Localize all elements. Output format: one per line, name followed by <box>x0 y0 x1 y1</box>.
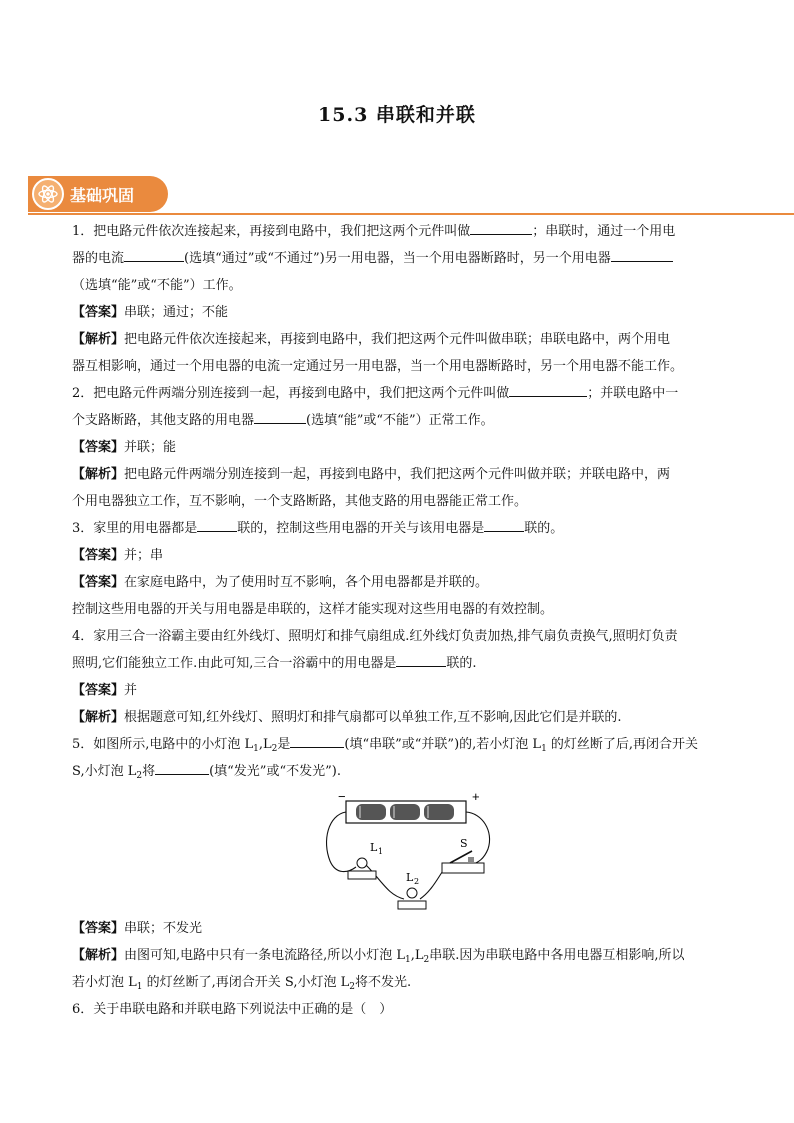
q5-analysis: 【解析】由图可知,电路中只有一条电流路径,所以小灯泡 $L_1,L_2$串联.因为串联电路中各用电器互相影响,所以 <box>72 948 685 965</box>
answer-blank <box>124 247 184 262</box>
q1-analysis: 【解析】把电路元件依次连接起来，再接到电路中，我们把这两个元件叫做串联；串联电路中，两个用电 <box>72 332 671 347</box>
q1-text: 1．把电路元件依次连接起来，再接到电路中，我们把这两个元件叫做 ；串联时，通过一个用电 <box>72 218 732 245</box>
page-title: 15.3 串联和并联 <box>318 104 476 126</box>
circuit-figure <box>72 785 732 915</box>
q2-answer: 【答案】并联；能 <box>72 440 177 455</box>
svg-text:1: 1 <box>378 847 384 856</box>
q5-answer: 【答案】串联；不发光 <box>72 921 203 936</box>
answer-blank <box>484 517 524 532</box>
q3-text: 3．家里的用电器都是 联的，控制这些用电器的开关与该用电器是 联的。 <box>72 515 732 542</box>
answer-blank <box>470 220 532 235</box>
q4-analysis: 【解析】根据题意可知,红外线灯、照明灯和排气扇都可以单独工作,互不影响,因此它们是并联的. <box>72 710 622 725</box>
section-title: 基础巩固 <box>70 185 135 205</box>
q6-text: 6．关于串联电路和并联电路下列说法中正确的是（ ） <box>72 1002 393 1017</box>
svg-text:L: L <box>370 841 378 854</box>
minus-terminal: − <box>338 791 346 804</box>
q4-text: 4．家用三合一浴霸主要由红外线灯、照明灯和排气扇组成.红外线灯负责加热,排气扇负责换气,照明灯负责 <box>72 629 678 644</box>
answer-blank <box>155 760 209 775</box>
q4-answer: 【答案】并 <box>72 683 138 698</box>
answer-blank <box>611 247 673 262</box>
q1-answer: 【答案】串联；通过；不能 <box>72 305 229 320</box>
answer-blank <box>290 733 344 748</box>
answer-blank <box>396 652 446 667</box>
q2-text: 2．把电路元件两端分别连接到一起，再接到电路中，我们把这两个元件叫做 ；并联电路中一 <box>72 380 732 407</box>
lamp-l2 <box>407 888 417 898</box>
q3-answer-detail: 【答案】在家庭电路中，为了使用时互不影响，各个用电器都是并联的。 <box>72 575 489 590</box>
lamp-l1 <box>357 858 367 868</box>
circuit-diagram <box>322 791 502 913</box>
q3-answer: 【答案】并；串 <box>72 548 164 563</box>
svg-text:2: 2 <box>414 877 420 886</box>
atom-icon <box>32 178 64 210</box>
answer-blank <box>197 517 237 532</box>
q5-text: 5．如图所示,电路中的小灯泡 $L_1,L_2$是 (填“串联”或“并联”)的,若小灯泡 $L_1$ 的灯丝断了后,再闭合开关 <box>72 731 732 758</box>
question-list: 1．把电路元件依次连接起来，再接到电路中，我们把这两个元件叫做 ；串联时，通过一个用电 器的电流 (选填“通过”或“不通过”)另一用电器，当一个用电器断路时，另一个用电器 （选填“能”或“不能”）工作。 【答案】串联；通过；不能 【解析】把电路元件依次连接起来，再接到电路中，我们把这两个元件叫做串联；串联电路中，两个用电 器互相影响，通过一个用电器的电流一定通过另一用电器，当一个用电器断路时，另一个用电器不能工作。 2．把电路元件两端分别连接到一起，再接到电路中，我们把这两个元件叫做 ；并联电路中一 个支路断路，其他支路的用电器 (选填“能”或“不能”）正常工作。 【答案】并联；能 【解析】把电路元件两端分别连接到一起，再接到电路中，我们把这两个元件叫做并联；并联电路中，两 个用电器独立工作，互不影响，一个支路断路，其他支路的用电器能正常工作。 3．家里的用电器都是 联的，控制这些用电器的开关与该用电器是 联的。 【答案】并；串 【答案】在家庭电路中，为了使用时互不影响，各个用电器都是并联的。 控制这些用电器的开关与用电器是串联的，这样才能实现对这些用电器的有效控制。 4．家用三合一浴霸主要由红外线灯、照明灯和排气扇组成.红外线灯负责加热,排气扇负责换气,照明灯负责 照明,它们能独立工作.由此可知,三合一浴霸中的用电器是 联的. 【答案】并 【解析】根据题意可知,红外线灯、照明灯和排气扇都可以单独工作,互不影响,因此它们是并联的. 5．如图所示,电路中的小灯泡 $L_1,L_2$是 (填“串联”或“并联”)的,若小灯泡 $L_1$ 的灯丝断了后,再闭合开关 S,小灯泡 $L_2$将 (填“发光”或“不发光”). − + L 1 L 2 S 【答案】串联；不发光 【解析】由图可知,电路中只有一条电流路径,所以小灯泡 $L_1,L_2$串联.因为串联电路中各用电器互相影响,所以 若小灯泡 $L_1$ 的灯丝断了,再闭合开关 S,小灯泡 $L_2$将不发光. 6．关于串联电路和并联电路下列说法中正确的是（ ） <box>72 218 732 1023</box>
plus-terminal: + <box>472 791 480 804</box>
section-header <box>28 176 168 212</box>
q2-analysis: 【解析】把电路元件两端分别连接到一起，再接到电路中，我们把这两个元件叫做并联；并联电路中，两 <box>72 467 671 482</box>
svg-text:S: S <box>460 837 468 850</box>
svg-text:L: L <box>406 871 414 884</box>
answer-blank <box>254 409 306 424</box>
answer-blank <box>509 382 587 397</box>
